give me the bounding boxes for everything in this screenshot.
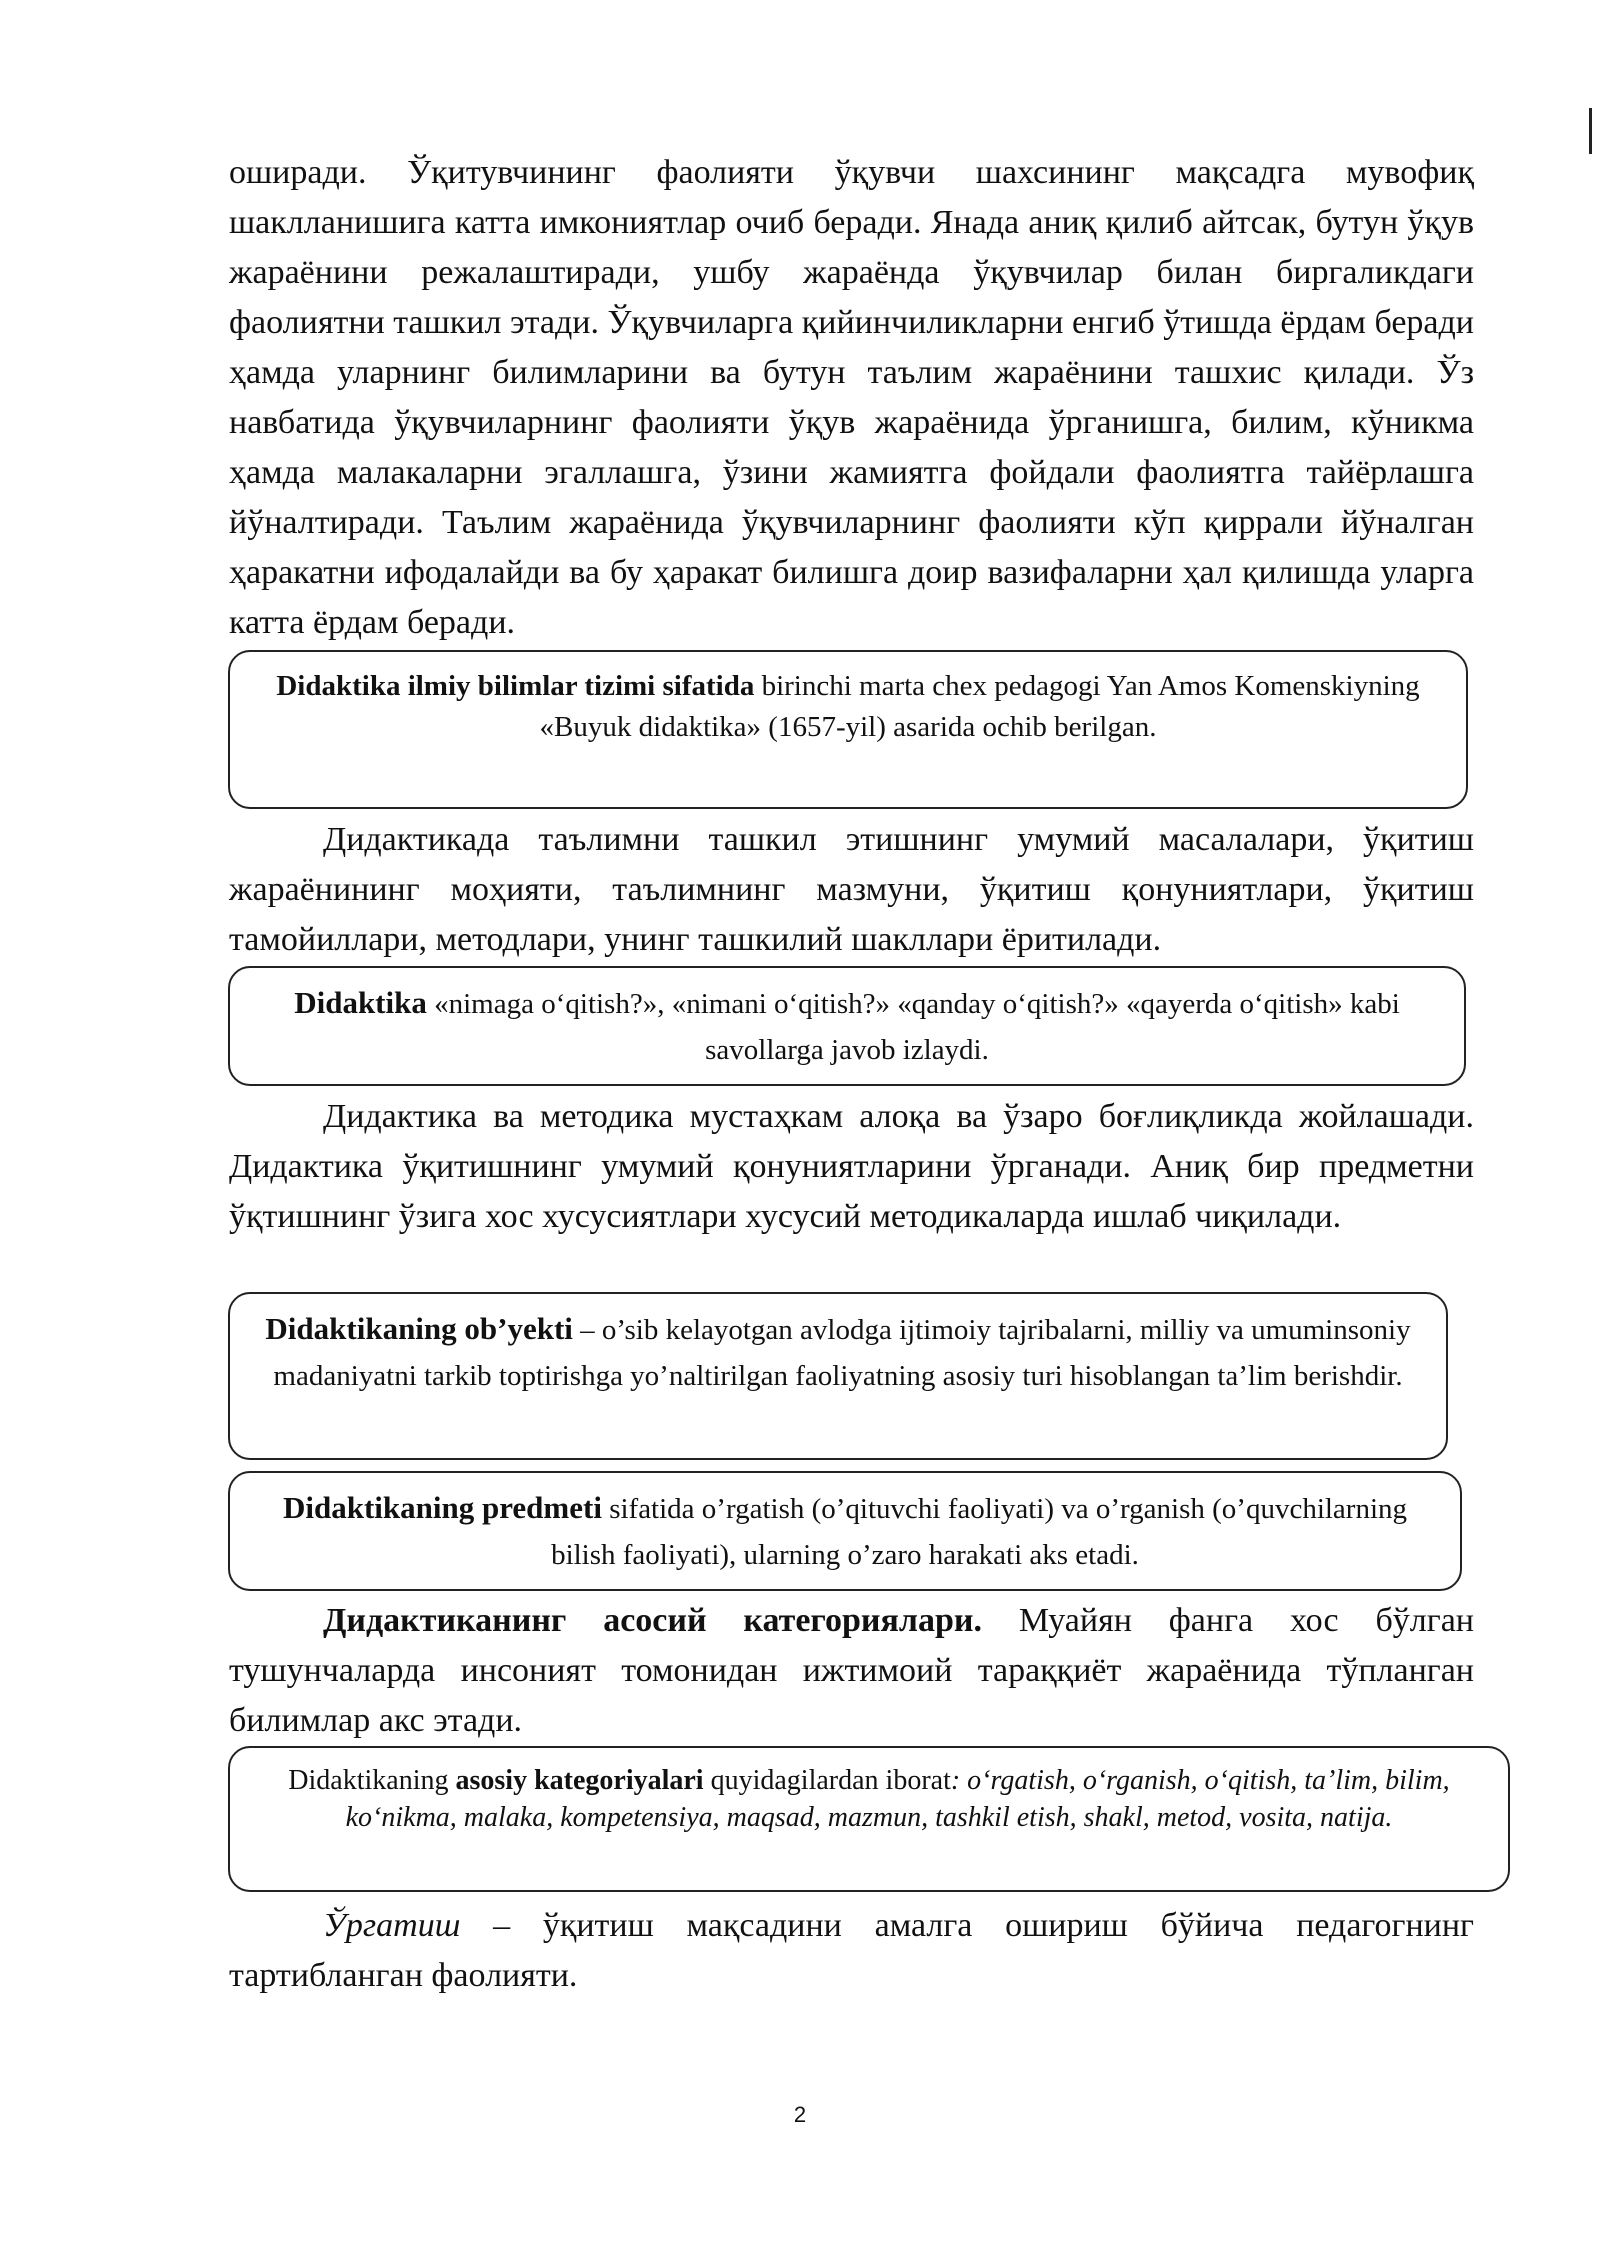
callout-term: Didaktikaning predmeti [282,1490,602,1525]
callout-didactics-questions [228,966,1466,1086]
callout-text [230,1294,1446,1399]
categories-heading: Дидактиканинг асосий категориялари. [323,1602,982,1639]
callout-text [230,652,1466,748]
page-edge-bracket [1589,108,1592,154]
paragraph-teaching-definition [229,1901,1474,2001]
callout-term: Didaktika ilmiy bilimlar tizimi sifatida [276,670,755,702]
callout-definition: sifatida o’rgatish (o’qituvchi faoliyati) va o’rganish (o’quvchilarning bilish faoliyati), ularning o’zaro harakati aks etadi. [551,1493,1408,1571]
callout-didactics-system [228,650,1468,809]
paragraph-teacher-activity: оширади. Ўқитувчининг фаолияти ўқувчи шахсининг мақсадга мувофиқ шаклланишига катта имкониятлар очиб беради. Янада аниқ қилиб айтсак, бутун ўқув жараёнини режалаштиради, ушбу жараёнда ўқувчилар билан биргаликдаги фаолиятни ташкил этади. Ўқувчиларга қийинчиликларни енгиб ўтишда ёрдам беради ҳамда уларнинг билимларини ва бутун таълим жараёнини ташхис қилади. Ўз навбатида ўқувчиларнинг фаолияти ўқув жараёнида ўрганишга, билим, кўникма ҳамда малакаларни эгаллашга, ўзини жамиятга фойдали фаолиятга тайёрлашга йўналтиради. Таълим жараёнида ўқувчиларнинг фаолияти кўп қиррали йўналган ҳаракатни ифодалайди ва бу ҳаракат билишга доир вазифаларни ҳал қилишда уларга катта ёрдам беради. [229,154,1474,641]
callout-text [230,1473,1460,1578]
callout-didactics-subject [228,1471,1462,1591]
callout-definition: – o’sib kelayotgan avlodga ijtimoiy tajribalarni, milliy va umuminsoniy madaniyatni tarkib toptirishga yo’naltirilgan faoliyatning asosiy turi hisoblangan ta’lim berishdir. [273,1314,1411,1392]
callout-main-categories [228,1746,1510,1892]
callout-term: asosiy kategoriyalari [455,1765,704,1796]
term-teaching: Ўргатиш [323,1907,461,1944]
paragraph-didactics-categories [229,1596,1474,1746]
callout-text [230,968,1464,1073]
paragraph-didactics-topics: Дидактикада таълимни ташкил этишнинг умумий масалалари, ўқитиш жараёнининг моҳияти, таълимнинг мазмуни, ўқитиш қонуниятлари, ўқитиш тамойиллари, методлари, унинг ташкилий шакллари ёритилади. [229,821,1474,958]
callout-term: Didaktika [294,985,427,1020]
page-number: 2 [793,2102,807,2127]
paragraph-didactics-methodology: Дидактика ва методика мустаҳкам алоқа ва ўзаро боғлиқликда жойлашади. Дидактика ўқитишнинг умумий қонуниятларини ўрганади. Аниқ бир предметни ўқтишнинг ўзига хос хусусиятлари хусусий методикаларда ишлаб чиқилади. [229,1098,1474,1235]
callout-definition: birinchi marta chex pedagogi Yan Amos Komenskiyning «Buyuk didaktika» (1657-yil) asarida ochib berilgan. [539,670,1420,743]
callout-prefix: Didaktikaning [288,1765,456,1796]
teaching-definition: – ўқитиш мақсадини амалга ошириш бўйича педагогнинг тартибланган фаолияти. [229,1907,1474,1994]
callout-term: Didaktikaning ob’yekti [265,1311,573,1346]
categories-text: Муайян фанга хос бўлган тушунчаларда инсоният томонидан ижтимоий тараққиёт жараёнида тўпланган билимлар акс этади. [229,1602,1474,1739]
callout-connector: quyidagilardan iborat [703,1765,951,1796]
callout-text [230,1748,1508,1836]
categories-list: : o‘rgatish, o‘rganish, o‘qitish, ta’lim, bilim, ko‘nikma, malaka, kompetensiya, maqsad, mazmun, tashkil etish, shakl, metod, vosita, natija. [345,1765,1450,1833]
callout-definition: «nimaga o‘qitish?», «nimani o‘qitish?» «qanday o‘qitish?» «qayerda o‘qitish» kabi savollarga javob izlaydi. [426,988,1400,1066]
callout-didactics-object [228,1292,1448,1460]
